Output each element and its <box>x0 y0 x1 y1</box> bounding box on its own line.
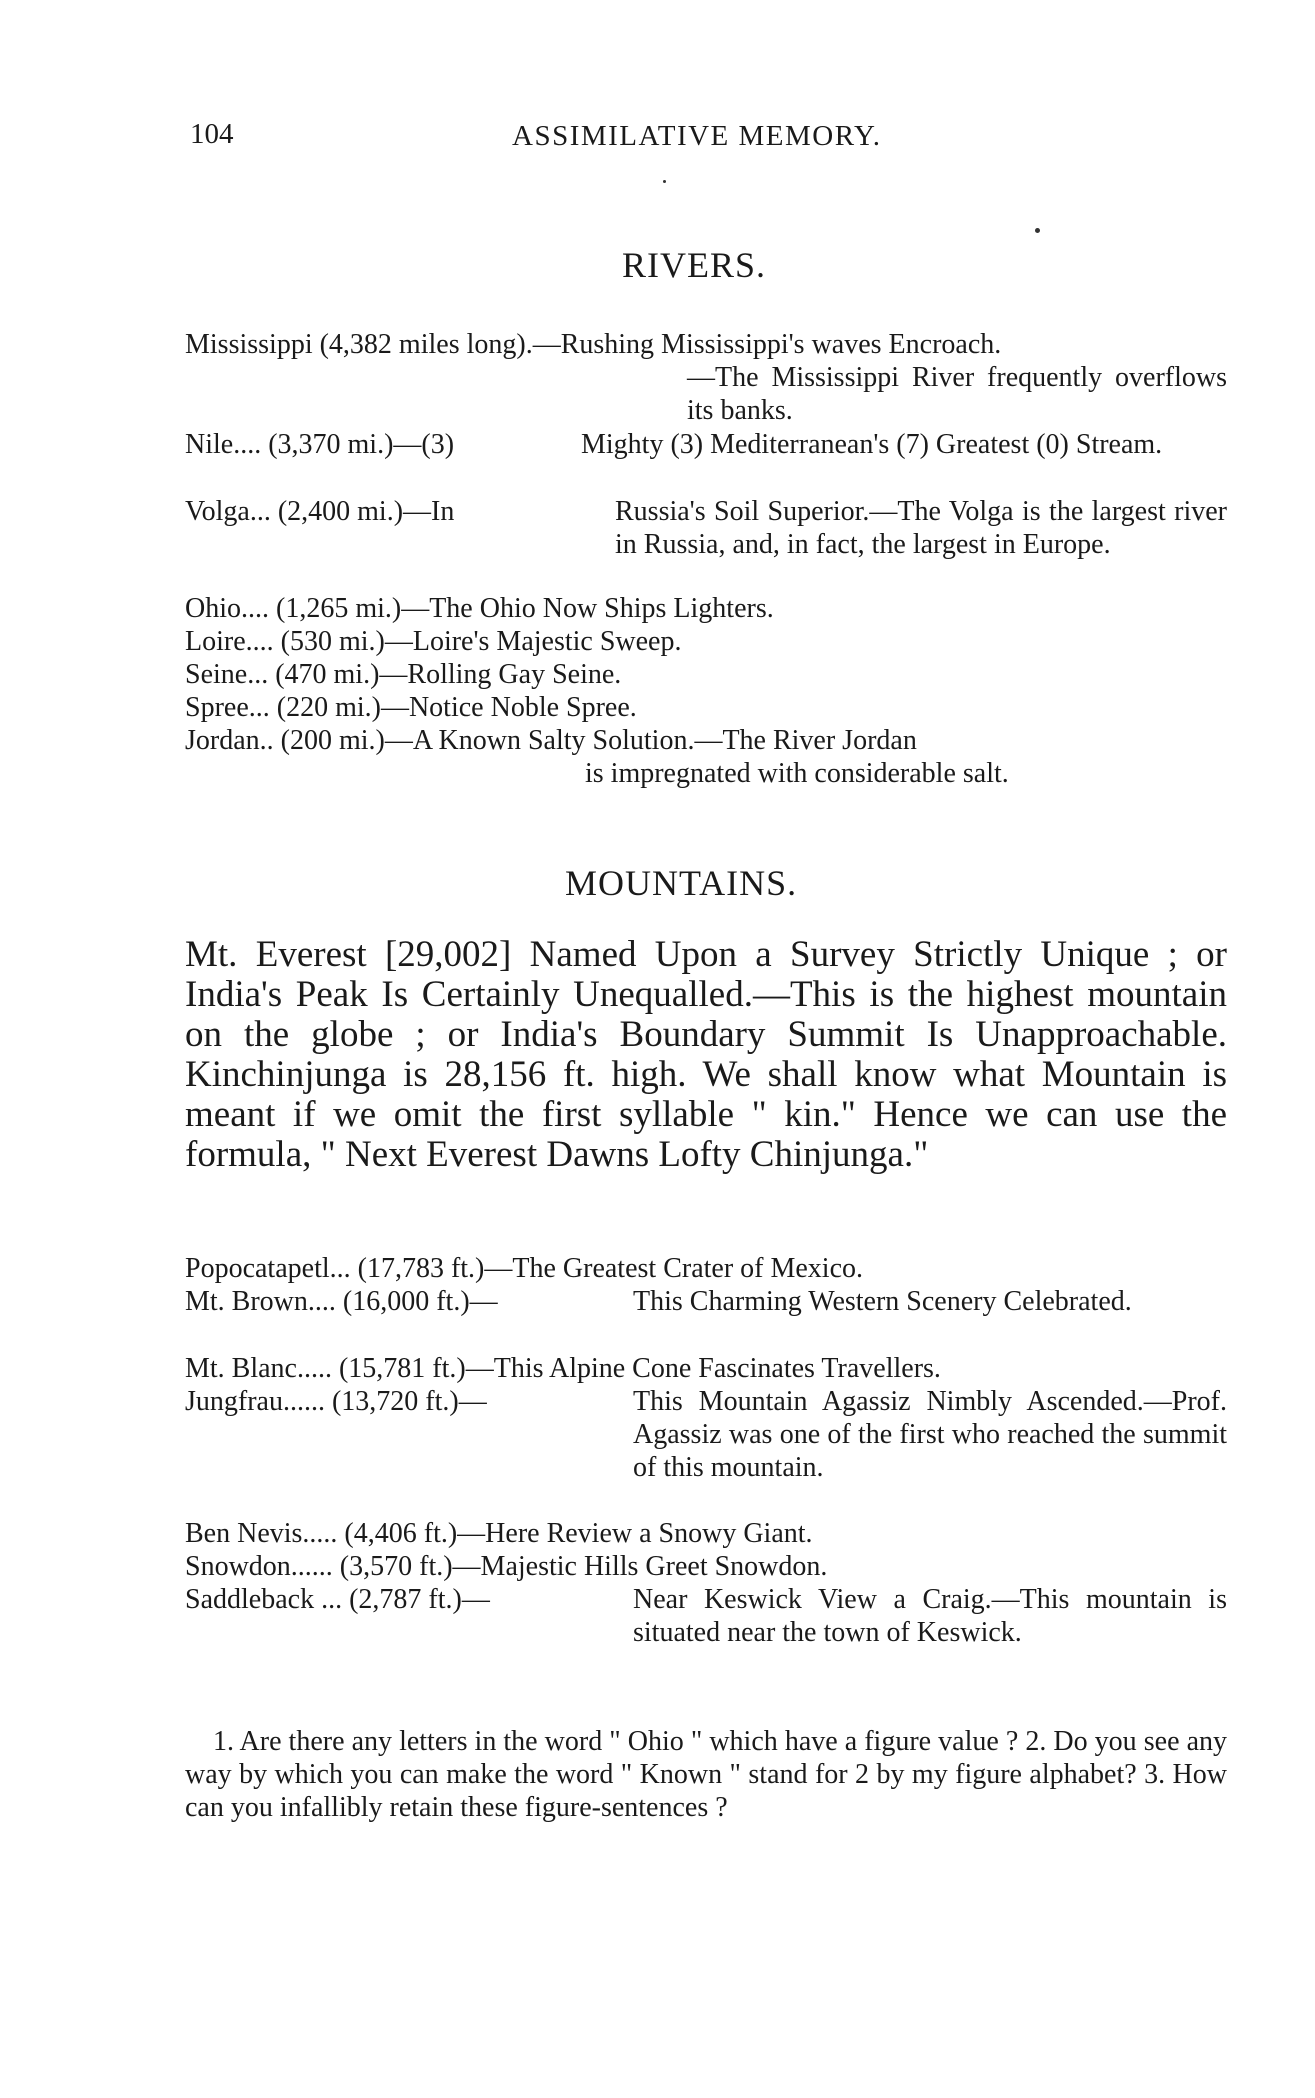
entry-label: Spree... (220 mi.)—Notice Noble Spree. <box>185 692 637 723</box>
review-questions: 1. Are there any letters in the word " Ohio " which have a figure value ? 2. Do you see any way by which you can make the word " Known " stand for 2 by my figure alphabet? 3. How can you infallibly retain these figure-sentences ? <box>185 1726 1227 1823</box>
print-speck <box>663 180 666 183</box>
entry-label: Popocatapetl... (17,783 ft.)—The Greatest Crater of Mexico. <box>185 1253 864 1284</box>
entry-label: Snowdon...... (3,570 ft.)—Majestic Hills Greet Snowdon. <box>185 1551 828 1582</box>
print-speck <box>1035 228 1040 233</box>
entry-label: Jungfrau...... (13,720 ft.)— <box>185 1386 487 1417</box>
page-number: 104 <box>190 118 234 150</box>
entry-text: is impregnated with considerable salt. <box>585 758 1009 789</box>
entry-text: Mighty (3) Mediterranean's (7) Greatest (0) Stream. <box>581 429 1163 460</box>
running-title: ASSIMILATIVE MEMORY. <box>512 120 882 152</box>
entry-text: —The Mississippi River frequently overflows its banks. <box>687 362 1227 426</box>
mountains-title: MOUNTAINS. <box>565 863 798 903</box>
entry-label: Ben Nevis..... (4,406 ft.)—Here Review a Snowy Giant. <box>185 1518 813 1549</box>
entry-label: Nile.... (3,370 mi.)—(3) <box>185 429 455 460</box>
entry-text: This Charming Western Scenery Celebrated. <box>633 1286 1132 1317</box>
entry-label: Loire.... (530 mi.)—Loire's Majestic Sweep. <box>185 626 682 657</box>
entry-text: Russia's Soil Superior.—The Volga is the largest river in Russia, and, in fact, the largest in Europe. <box>615 496 1227 560</box>
entry-label: Ohio.... (1,265 mi.)—The Ohio Now Ships Lighters. <box>185 593 774 624</box>
entry-label: Mt. Blanc..... (15,781 ft.)—This Alpine Cone Fascinates Travellers. <box>185 1353 941 1384</box>
entry-label: Mississippi (4,382 miles long).—Rushing Mississippi's waves Encroach. <box>185 329 1002 360</box>
entry-label: Jordan.. (200 mi.)—A Known Salty Solution.—The River Jordan <box>185 725 917 756</box>
entry-text: This Mountain Agassiz Nimbly Ascended.—Prof. Agassiz was one of the first who reached the summit of this mountain. <box>633 1386 1227 1483</box>
entry-label: Seine... (470 mi.)—Rolling Gay Seine. <box>185 659 622 690</box>
entry-label: Volga... (2,400 mi.)—In <box>185 496 455 527</box>
rivers-title: RIVERS. <box>622 245 767 285</box>
entry-label: Mt. Brown.... (16,000 ft.)— <box>185 1286 498 1317</box>
everest-paragraph: Mt. Everest [29,002] Named Upon a Survey Strictly Unique ; or India's Peak Is Certainly Unequalled.—This is the highest mountain on the globe ; or India's Boundary Summit Is Unapproachable. Kinchinjunga is 28,156 ft. high. We shall know what Mountain is meant if we omit the first syllable " kin." Hence we can use the formula, " Next Everest Dawns Lofty Chinjunga." <box>185 934 1227 1175</box>
entry-text: Near Keswick View a Craig.—This mountain is situated near the town of Keswick. <box>633 1584 1227 1648</box>
entry-label: Saddleback ... (2,787 ft.)— <box>185 1584 490 1615</box>
